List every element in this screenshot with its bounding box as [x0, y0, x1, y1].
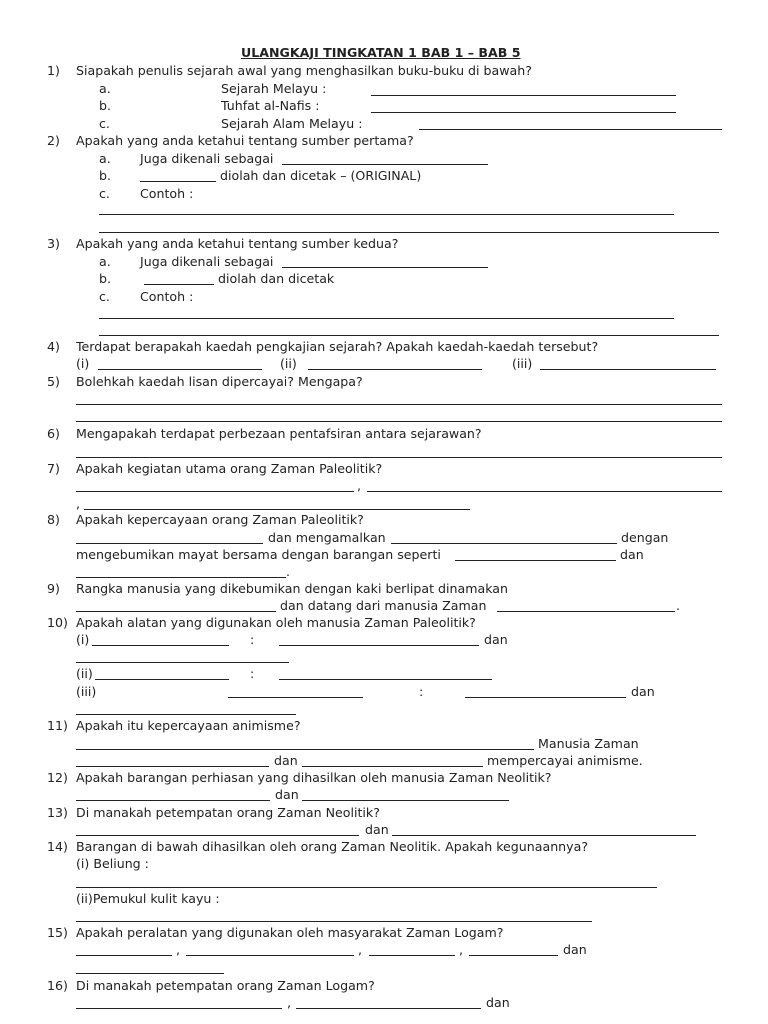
- separator-text: ,: [358, 942, 363, 957]
- inline-text: dengan: [621, 530, 669, 545]
- sub-label: (ii): [280, 356, 297, 371]
- answer-line[interactable]: [76, 955, 172, 956]
- sub-label: (i) Beliung :: [76, 856, 149, 871]
- question-text: Mengapakah terdapat perbezaan pentafsiran antara sejarawan?: [76, 426, 482, 441]
- answer-line[interactable]: [308, 369, 482, 370]
- question-number: 6): [47, 426, 60, 441]
- separator-text: :: [250, 632, 255, 647]
- question-number: 3): [47, 236, 60, 251]
- question-text: Rangka manusia yang dikebumikan dengan kaki berlipat dinamakan: [76, 581, 508, 596]
- answer-line[interactable]: [497, 611, 675, 612]
- question-text: Apakah kegiatan utama orang Zaman Paleolitik?: [76, 461, 383, 476]
- question-number: 7): [47, 461, 60, 476]
- answer-line[interactable]: [455, 560, 616, 561]
- answer-line[interactable]: [76, 543, 263, 544]
- separator-text: :: [250, 666, 255, 681]
- option-label: Juga dikenali sebagai: [140, 151, 274, 166]
- question-text: Apakah yang anda ketahui tentang sumber pertama?: [76, 133, 414, 148]
- sub-label: (iii): [512, 356, 533, 371]
- answer-line[interactable]: [76, 457, 722, 458]
- inline-text: Manusia Zaman: [538, 736, 639, 751]
- separator-text: ,: [176, 942, 181, 957]
- question-text: Apakah yang anda ketahui tentang sumber kedua?: [76, 236, 399, 251]
- inline-text: dan: [365, 822, 389, 837]
- answer-line[interactable]: [367, 491, 722, 492]
- answer-line[interactable]: [99, 335, 719, 336]
- answer-line[interactable]: [84, 509, 470, 510]
- option-label: Sejarah Melayu :: [221, 81, 327, 96]
- answer-line[interactable]: [76, 749, 534, 750]
- answer-line[interactable]: [95, 679, 229, 680]
- option-letter: c.: [99, 186, 110, 201]
- inline-text: mempercayai animisme.: [487, 753, 643, 768]
- answer-line[interactable]: [76, 404, 722, 405]
- answer-line[interactable]: [279, 645, 479, 646]
- answer-line[interactable]: [76, 835, 359, 836]
- question-text: Barangan di bawah dihasilkan oleh orang Zaman Neolitik. Apakah kegunaannya?: [76, 839, 589, 854]
- answer-line[interactable]: [419, 129, 722, 130]
- inline-text: mengebumikan mayat bersama dengan barangan seperti: [76, 547, 441, 562]
- answer-line[interactable]: [186, 955, 354, 956]
- inline-text: dan: [274, 753, 298, 768]
- question-number: 1): [47, 63, 60, 78]
- answer-line[interactable]: [76, 1008, 282, 1009]
- separator-text: ,: [76, 496, 81, 511]
- question-number: 2): [47, 133, 60, 148]
- question-number: 5): [47, 374, 60, 389]
- separator-text: ,: [459, 942, 464, 957]
- option-letter: a.: [99, 254, 111, 269]
- option-letter: c.: [99, 289, 110, 304]
- answer-line[interactable]: [98, 369, 262, 370]
- question-number: 4): [47, 339, 60, 354]
- question-number: 8): [47, 512, 60, 527]
- option-label: Contoh :: [140, 289, 194, 304]
- inline-text: dan: [486, 995, 510, 1010]
- answer-line[interactable]: [465, 697, 626, 698]
- inline-text: dan: [563, 942, 587, 957]
- answer-line[interactable]: [76, 714, 296, 715]
- answer-line[interactable]: [371, 112, 676, 113]
- answer-line[interactable]: [371, 95, 676, 96]
- inline-text: dan mengamalkan: [268, 530, 386, 545]
- separator-text: :: [419, 684, 424, 699]
- question-number: 13): [47, 805, 68, 820]
- sub-label: (ii): [76, 666, 93, 681]
- question-number: 16): [47, 978, 68, 993]
- answer-line[interactable]: [540, 369, 716, 370]
- option-label: diolah dan dicetak – (ORIGINAL): [220, 168, 422, 183]
- question-number: 12): [47, 770, 68, 785]
- answer-line[interactable]: [228, 697, 363, 698]
- question-text: Apakah itu kepercayaan animisme?: [76, 718, 301, 733]
- option-label: Contoh :: [140, 186, 194, 201]
- option-label: Juga dikenali sebagai: [140, 254, 274, 269]
- question-number: 15): [47, 925, 68, 940]
- option-letter: b.: [99, 98, 111, 113]
- answer-line[interactable]: [99, 214, 674, 215]
- inline-text: dan: [631, 684, 655, 699]
- question-text: Di manakah petempatan orang Zaman Logam?: [76, 978, 375, 993]
- inline-text: .: [286, 564, 291, 579]
- answer-line[interactable]: [76, 421, 722, 422]
- answer-line[interactable]: [99, 318, 674, 319]
- inline-text: dan: [620, 547, 644, 562]
- question-number: 14): [47, 839, 68, 854]
- answer-line[interactable]: [92, 645, 229, 646]
- answer-line[interactable]: [302, 766, 483, 767]
- option-label: Tuhfat al-Nafis :: [221, 98, 320, 113]
- option-label: diolah dan dicetak: [218, 271, 335, 286]
- question-number: 9): [47, 581, 60, 596]
- answer-line[interactable]: [391, 543, 617, 544]
- sub-label: (iii): [76, 684, 97, 699]
- question-text: Siapakah penulis sejarah awal yang menghasilkan buku-buku di bawah?: [76, 63, 532, 78]
- answer-line[interactable]: [302, 800, 509, 801]
- inline-text: dan: [275, 787, 299, 802]
- question-text: Apakah peralatan yang digunakan oleh masyarakat Zaman Logam?: [76, 925, 504, 940]
- separator-text: ,: [357, 478, 362, 493]
- answer-line[interactable]: [469, 955, 558, 956]
- answer-line[interactable]: [76, 887, 657, 888]
- answer-line[interactable]: [279, 679, 492, 680]
- answer-line[interactable]: [76, 921, 592, 922]
- question-number: 10): [47, 615, 68, 630]
- answer-line[interactable]: [99, 232, 719, 233]
- inline-text: dan datang dari manusia Zaman: [280, 598, 487, 613]
- separator-text: ,: [287, 995, 292, 1010]
- option-letter: b.: [99, 168, 111, 183]
- question-text: Apakah kepercayaan orang Zaman Paleolitik?: [76, 512, 364, 527]
- question-text: Apakah barangan perhiasan yang dihasilkan oleh manusia Zaman Neolitik?: [76, 770, 552, 785]
- answer-line[interactable]: [282, 267, 488, 268]
- answer-line[interactable]: [76, 611, 276, 612]
- question-text: Bolehkah kaedah lisan dipercayai? Mengapa?: [76, 374, 363, 389]
- question-text: Apakah alatan yang digunakan oleh manusia Zaman Paleolitik?: [76, 615, 476, 630]
- option-letter: c.: [99, 116, 110, 131]
- question-number: 11): [47, 718, 68, 733]
- answer-line[interactable]: [282, 164, 488, 165]
- inline-text: dan: [484, 632, 508, 647]
- inline-text: .: [676, 598, 681, 613]
- answer-line[interactable]: [76, 800, 270, 801]
- option-letter: a.: [99, 81, 111, 96]
- option-label: Sejarah Alam Melayu :: [221, 116, 363, 131]
- question-text: Di manakah petempatan orang Zaman Neolitik?: [76, 805, 380, 820]
- answer-line[interactable]: [296, 1008, 481, 1009]
- answer-line[interactable]: [144, 284, 214, 285]
- sub-label: (ii)Pemukul kulit kayu :: [76, 891, 220, 906]
- answer-line[interactable]: [76, 491, 354, 492]
- answer-line[interactable]: [76, 973, 224, 974]
- answer-line[interactable]: [76, 577, 286, 578]
- option-letter: b.: [99, 271, 111, 286]
- answer-line[interactable]: [76, 662, 289, 663]
- option-letter: a.: [99, 151, 111, 166]
- question-text: Terdapat berapakah kaedah pengkajian sejarah? Apakah kaedah-kaedah tersebut?: [76, 339, 599, 354]
- sub-label: (i): [76, 632, 90, 647]
- answer-line[interactable]: [392, 835, 696, 836]
- answer-line[interactable]: [76, 766, 269, 767]
- answer-line[interactable]: [140, 181, 216, 182]
- sub-label: (i): [76, 356, 90, 371]
- page-title: ULANGKAJI TINGKATAN 1 BAB 1 – BAB 5: [241, 45, 521, 60]
- answer-line[interactable]: [369, 955, 455, 956]
